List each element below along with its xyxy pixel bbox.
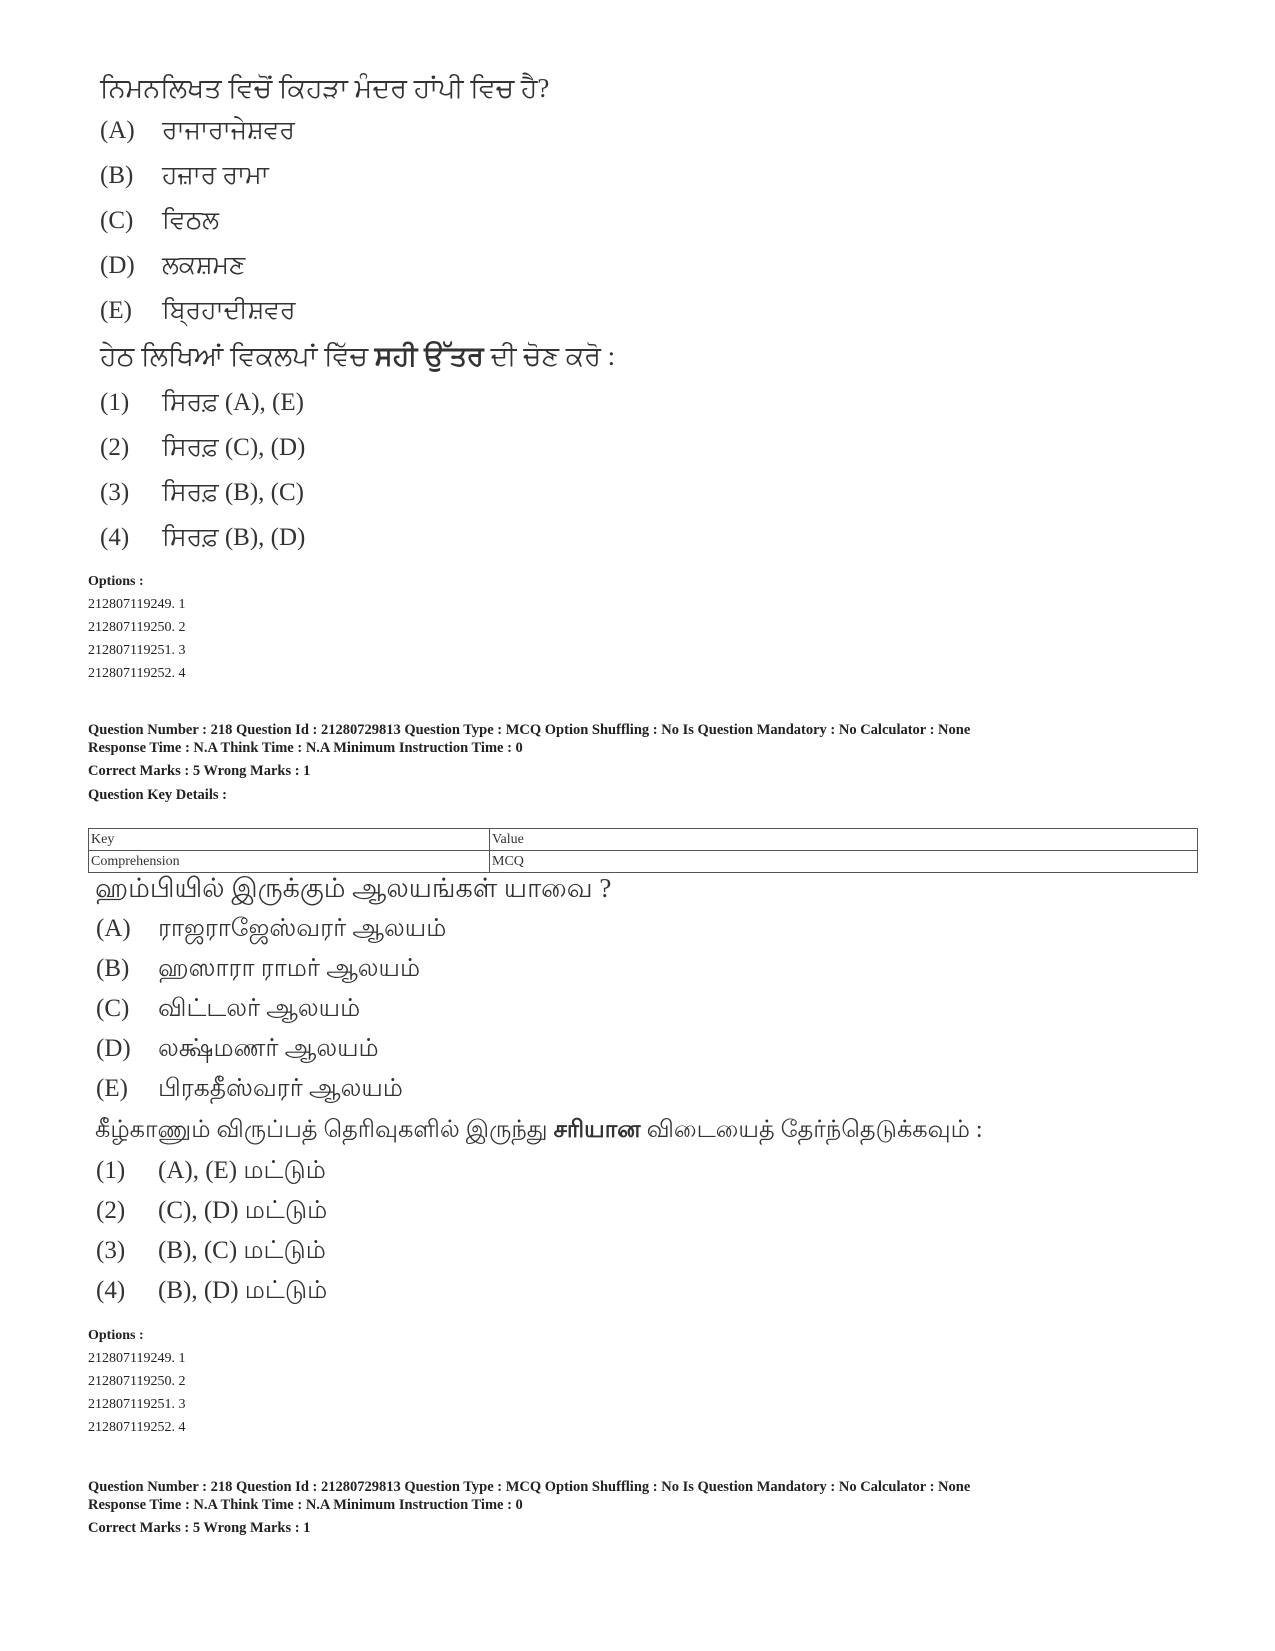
response-time-line: Response Time : N.A Think Time : N.A Minimum Instruction Time : 0 (88, 1497, 523, 1513)
statement-text: ਲਕਸ਼ਮਣ (162, 252, 246, 279)
option-id: 212807119251. 3 (88, 1397, 186, 1412)
question-meta-line: Question Number : 218 Question Id : 21280729813 Question Type : MCQ Option Shuffling : No Is Question Mandatory : No Calculator : None (88, 1479, 971, 1495)
answer-label: (2) (100, 434, 130, 461)
answer-text: ਸਿਰਫ਼ (A), (E) (162, 389, 304, 416)
statement-label: (C) (96, 995, 130, 1022)
table-row (89, 851, 1198, 873)
statement-label: (E) (100, 297, 132, 324)
table-header-key: Key (89, 829, 490, 851)
table-header-value: Value (490, 829, 1198, 851)
instruction-pre: கீழ்காணும் விருப்பத் தெரிவுகளில் இருந்து (95, 1117, 554, 1143)
statement-item (100, 116, 295, 146)
statement-label: (D) (96, 1035, 131, 1062)
table-cell-key: Comprehension (89, 851, 490, 873)
statement-text: ਵਿਠਲ (162, 207, 220, 234)
answer-choice (96, 1156, 326, 1186)
marks-line: Correct Marks : 5 Wrong Marks : 1 (88, 763, 311, 779)
answer-label: (2) (96, 1197, 126, 1224)
answer-choice (96, 1236, 326, 1266)
statement-label: (A) (100, 117, 135, 144)
options-heading: Options : (88, 1328, 144, 1343)
statement-label: (E) (96, 1075, 128, 1102)
table-header-row (89, 829, 1198, 851)
statement-text: ராஜராஜேஸ்வரர் ஆலயம் (158, 915, 447, 942)
instruction-bold: சரியான (553, 1117, 641, 1143)
answer-text: (C), (D) மட்டும் (158, 1197, 328, 1224)
statement-text: ਰਾਜਾਰਾਜੇਸ਼ਵਰ (162, 117, 295, 144)
answer-text: ਸਿਰਫ਼ (C), (D) (162, 434, 306, 461)
statement-label: (C) (100, 207, 134, 234)
option-id: 212807119249. 1 (88, 597, 186, 612)
instruction-text (95, 1114, 983, 1146)
statement-text: ਬ੍ਰਿਹਾਦੀਸ਼ਵਰ (162, 297, 296, 324)
question-meta-line: Question Number : 218 Question Id : 21280729813 Question Type : MCQ Option Shuffling : No Is Question Mandatory : No Calculator : None (88, 722, 971, 738)
answer-text: ਸਿਰਫ਼ (B), (D) (162, 524, 306, 551)
answer-choice (100, 478, 304, 508)
answer-text: (B), (D) மட்டும் (158, 1277, 328, 1304)
answer-text: (A), (E) மட்டும் (158, 1157, 326, 1184)
statement-text: விட்டலர் ஆலயம் (158, 995, 361, 1022)
option-id: 212807119252. 4 (88, 666, 186, 681)
statement-item (96, 1034, 379, 1064)
option-id: 212807119250. 2 (88, 1374, 186, 1389)
answer-label: (1) (100, 389, 130, 416)
option-id: 212807119251. 3 (88, 643, 186, 658)
statement-item (100, 251, 245, 281)
statement-label: (A) (96, 915, 131, 942)
answer-choice (100, 388, 304, 418)
statement-label: (D) (100, 252, 135, 279)
table-cell-value: MCQ (490, 851, 1198, 873)
answer-label: (1) (96, 1157, 126, 1184)
statement-item (100, 206, 219, 236)
answer-text: (B), (C) மட்டும் (158, 1237, 326, 1264)
option-id: 212807119250. 2 (88, 620, 186, 635)
question-key-table (88, 828, 1198, 873)
answer-label: (3) (100, 479, 130, 506)
answer-choice (100, 433, 305, 463)
response-time-line: Response Time : N.A Think Time : N.A Minimum Instruction Time : 0 (88, 740, 523, 756)
answer-choice (100, 523, 305, 553)
answer-choice (96, 1276, 327, 1306)
option-id: 212807119252. 4 (88, 1420, 186, 1435)
statement-item (100, 161, 269, 191)
question-text-punjabi: ਨਿਮਨਲਿਖਤ ਵਿਚੋਂ ਕਿਹੜਾ ਮੰਦਰ ਹਾਂਪੀ ਵਿਚ ਹੈ? (100, 73, 550, 103)
answer-label: (3) (96, 1237, 126, 1264)
answer-label: (4) (96, 1277, 126, 1304)
option-id: 212807119249. 1 (88, 1351, 186, 1366)
statement-item (96, 994, 360, 1024)
statement-label: (B) (100, 162, 134, 189)
key-details-heading: Question Key Details : (88, 787, 227, 803)
statement-label: (B) (96, 955, 130, 982)
statement-item (100, 296, 296, 326)
instruction-post: ਦੀ ਚੋਣ ਕਰੋ : (483, 341, 616, 371)
statement-item (96, 954, 420, 984)
answer-text: ਸਿਰਫ਼ (B), (C) (162, 479, 305, 506)
instruction-text (100, 340, 615, 372)
statement-text: ஹஸாரா ராமர் ஆலயம் (158, 955, 421, 982)
question-text-tamil: ஹம்பியில் இருக்கும் ஆலயங்கள் யாவை ? (95, 873, 612, 903)
answer-label: (4) (100, 524, 130, 551)
statement-item (96, 914, 446, 944)
instruction-bold: ਸਹੀ ਉੱਤਰ (374, 341, 484, 371)
marks-line: Correct Marks : 5 Wrong Marks : 1 (88, 1520, 311, 1536)
instruction-post: விடையைத் தேர்ந்தெடுக்கவும் : (640, 1117, 983, 1143)
statement-text: ਹਜ਼ਾਰ ਰਾਮਾ (162, 162, 269, 189)
statement-text: பிரகதீஸ்வரர் ஆலயம் (158, 1075, 403, 1102)
options-heading: Options : (88, 574, 144, 589)
answer-choice (96, 1196, 327, 1226)
statement-text: லக்ஷ்மணர் ஆலயம் (158, 1035, 379, 1062)
statement-item (96, 1074, 403, 1104)
instruction-pre: ਹੇਠ ਲਿਖਿਆਂ ਵਿਕਲਪਾਂ ਵਿੱਚ (100, 341, 375, 371)
